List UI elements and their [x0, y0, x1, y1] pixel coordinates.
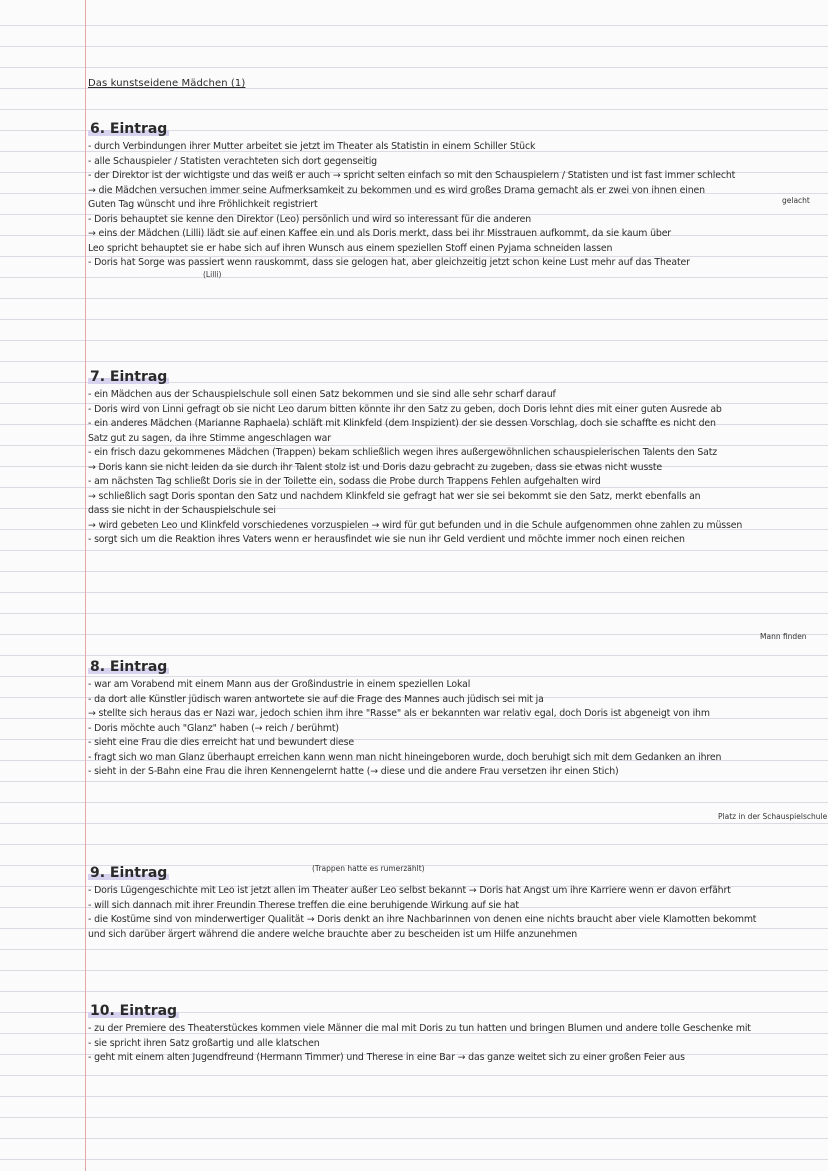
entry-line: - am nächsten Tag schließt Doris sie in der Toilette ein, sodass die Probe durch Trappens Fehlen aufgehalten wird — [88, 476, 601, 487]
note-lilli: (Lilli) — [203, 270, 222, 279]
entry-line: Guten Tag wünscht und ihre Fröhlichkeit registriert — [88, 199, 318, 210]
entry-line: Satz gut zu sagen, da ihre Stimme angeschlagen war — [88, 432, 331, 444]
entry-line: - der Direktor ist der wichtigste und das weiß er auch → spricht selten einfach so mit den Schauspielern / Statisten und ist fast immer schlecht — [88, 170, 736, 181]
entry-line: → stellte sich heraus das er Nazi war, jedoch schien ihm ihre "Rasse" als er bekannten war relativ egal, doch Doris ist abgeneigt von ihm — [88, 708, 710, 719]
entry-line: → die Mädchen versuchen immer seine Aufmerksamkeit zu bekommen und es wird großes Drama gemacht als er zwei von ihnen einen — [88, 184, 705, 196]
page-title: Das kunstseidene Mädchen (1) — [88, 78, 246, 89]
entry-line: - Doris Lügengeschichte mit Leo ist jetzt allen im Theater außer Leo selbst bekannt → Doris hat Angst um ihre Karriere wenn er davon erfährt — [88, 885, 731, 896]
entry-line: - ein frisch dazu gekommenes Mädchen (Trappen) bekam schließlich wegen ihres außergewöhnlichen schauspielerischen Talents den Satz — [88, 447, 718, 458]
entry-line: Leo spricht behauptet sie er habe sich auf ihren Wunsch aus einem speziellen Stoff einen Pyjama schneiden lassen — [88, 242, 613, 254]
entry-9 — [88, 862, 824, 942]
entry-heading: 9. Eintrag — [90, 865, 168, 881]
entry-line: - sorgt sich um die Reaktion ihres Vaters wenn er herausfindet wie sie nun ihr Geld verdient und möchte immer noch einen reichen — [88, 534, 685, 545]
entry-line: - sieht eine Frau die dies erreicht hat und bewundert diese — [88, 737, 355, 748]
entry-line: - Doris möchte auch "Glanz" haben (→ reich / berühmt) — [88, 722, 339, 734]
entry-heading: 10. Eintrag — [90, 1003, 178, 1019]
entry-line: dass sie nicht in der Schauspielschule sei — [88, 505, 276, 516]
entry-line: - war am Vorabend mit einem Mann aus der Großindustrie in einem speziellen Lokal — [88, 679, 471, 690]
entry-line: - fragt sich wo man Glanz überhaupt erreichen kann wenn man nicht hineingeboren wurde, doch beruhigt sich mit dem Gedanken an ihren — [88, 751, 722, 763]
entry-line: - Doris hat Sorge was passiert wenn rauskommt, dass sie gelogen hat, aber gleichzeitig jetzt schon keine Lust mehr auf das Theater — [88, 257, 690, 268]
entry-line: - sieht in der S-Bahn eine Frau die ihren Kennengelernt hatte (→ diese und die andere Frau versetzen ihr einen Stich) — [88, 766, 619, 777]
entry-heading: 8. Eintrag — [90, 659, 168, 675]
entry-line: - geht mit einem alten Jugendfreund (Hermann Timmer) und Therese in eine Bar → das ganze weitet sich zu einer großen Feier aus — [88, 1052, 685, 1063]
entry-line: → wird gebeten Leo und Klinkfeld vorschiedenes vorzuspielen → wird für gut befunden und in die Schule aufgenommen ohne zahlen zu müssen — [88, 519, 743, 531]
entry-line: → Doris kann sie nicht leiden da sie durch ihr Talent stolz ist und Doris dazu gebracht zu zugeben, dass sie etwas nicht wusste — [88, 461, 663, 473]
entry-line: - will sich dannach mit ihrer Freundin Therese treffen die eine beruhigende Wirkung auf sie hat — [88, 899, 519, 911]
note-gelacht: gelacht — [782, 196, 810, 205]
entry-line: → eins der Mädchen (Lilli) lädt sie auf einen Kaffee ein und als Doris merkt, dass bei ihr Misstrauen aufkommt, da sie kaum über — [88, 228, 672, 239]
note-platz: Platz in der Schauspielschule — [718, 812, 828, 821]
entry-heading: 6. Eintrag — [90, 121, 168, 137]
entry-line: - ein Mädchen aus der Schauspielschule soll einen Satz bekommen und sie sind alle sehr scharf darauf — [88, 389, 556, 400]
entry-7 — [88, 366, 824, 548]
entry-10 — [88, 1000, 824, 1066]
entry-8 — [88, 656, 824, 780]
entry-line: - Doris behauptet sie kenne den Direktor (Leo) persönlich und wird so interessant für die anderen — [88, 213, 532, 225]
entry-line: - da dort alle Künstler jüdisch waren antwortete sie auf die Frage des Mannes auch jüdisch sei mit ja — [88, 693, 544, 705]
note-trappen: (Trappen hatte es rumerzählt) — [312, 864, 425, 873]
margin-line — [85, 0, 86, 1171]
note-mann-finden: Mann finden — [760, 632, 807, 641]
entry-line: - die Kostüme sind von minderwertiger Qualität → Doris denkt an ihre Nachbarinnen von denen eine nichts braucht aber viele Klamotten bekommt — [88, 914, 757, 925]
entry-line: → schließlich sagt Doris spontan den Satz und nachdem Klinkfeld sie gefragt hat wer sie sei bekommt sie den Satz, merkt ebenfalls an — [88, 490, 701, 502]
entry-line: - durch Verbindungen ihrer Mutter arbeitet sie jetzt im Theater als Statistin in einem Schiller Stück — [88, 141, 536, 152]
entry-line: - zu der Premiere des Theaterstückes kommen viele Männer die mal mit Doris zu tun hatten und bringen Blumen und andere tolle Geschenke mit — [88, 1023, 751, 1034]
entry-heading: 7. Eintrag — [90, 369, 168, 385]
entry-line: - ein anderes Mädchen (Marianne Raphaela) schläft mit Klinkfeld (dem Inspizient) der sie dessen Vorschlag, doch sie schaffte es nicht den — [88, 418, 716, 429]
entry-line: - sie spricht ihren Satz großartig und alle klatschen — [88, 1037, 320, 1049]
entry-line: und sich darüber ärgert während die andere welche brauchte aber zu bescheiden ist um Hilfe anzunehmen — [88, 928, 577, 940]
entry-line: - alle Schauspieler / Statisten verachteten sich dort gegenseitig — [88, 155, 377, 167]
entry-line: - Doris wird von Linni gefragt ob sie nicht Leo darum bitten könnte ihr den Satz zu geben, doch Doris lehnt dies mit einer guten Ausrede ab — [88, 403, 722, 415]
entry-6 — [88, 118, 824, 271]
